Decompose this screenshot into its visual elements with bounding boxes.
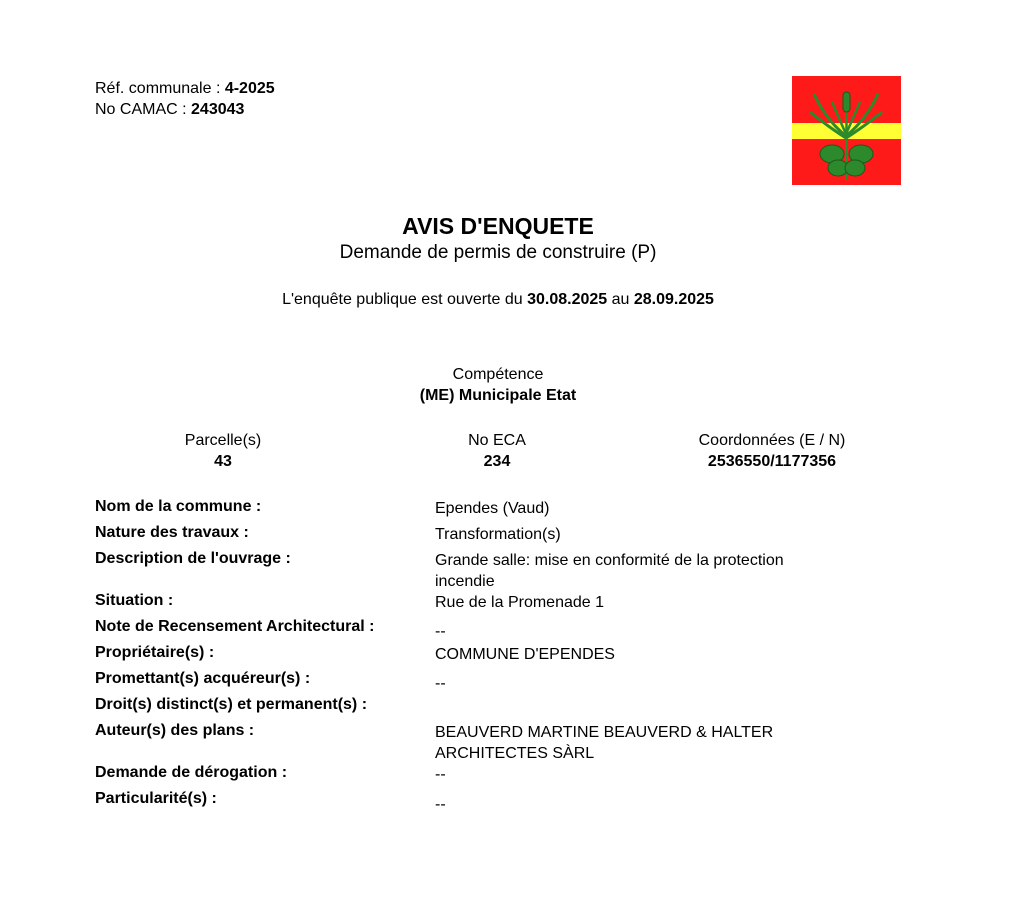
ref-communale-value: 4-2025 [224,80,275,97]
document-title: AVIS D'ENQUETE [402,213,594,239]
detail-value: BEAUVERD MARTINE BEAUVERD & HALTER ARCHITECTES SÀRL [435,724,774,762]
detail-row [95,764,895,790]
detail-row [95,696,895,722]
detail-value: Ependes (Vaud) [435,500,550,517]
inquiry-period: L'enquête publique est ouverte du 30.08.2025 au 28.09.2025 [282,291,714,308]
detail-value: -- [435,796,446,813]
coordinates-block [662,430,882,472]
competence-value: (ME) Municipale Etat [419,387,577,404]
parcel-label: Parcelle(s) [184,432,262,449]
parcel-value: 43 [214,453,232,470]
detail-label: Nature des travaux : [95,524,249,541]
parcel-block [113,430,333,472]
camac-value: 243043 [191,101,245,118]
detail-row [95,618,895,644]
competence-label: Compétence [452,366,544,383]
detail-row [95,644,895,670]
detail-value: -- [435,623,446,640]
inquiry-end-date: 28.09.2025 [633,291,714,308]
inquiry-start-date: 30.08.2025 [527,291,608,308]
detail-row [95,524,895,550]
competence-block [0,364,996,406]
details-list [95,498,895,816]
detail-label: Promettant(s) acquéreur(s) : [95,670,311,687]
detail-label: Situation : [95,592,174,609]
detail-value: Grande salle: mise en conformité de la protection incendie [435,552,784,590]
coordinates-label: Coordonnées (E / N) [698,432,846,449]
detail-label: Auteur(s) des plans : [95,722,255,739]
detail-row [95,722,895,764]
detail-value: -- [435,766,446,783]
detail-row [95,498,895,524]
detail-label: Note de Recensement Architectural : [95,618,375,635]
coordinates-value: 2536550/1177356 [707,453,837,470]
detail-label: Nom de la commune : [95,498,262,515]
detail-value: Transformation(s) [435,526,561,543]
detail-row [95,550,895,592]
reference-block [95,78,275,120]
detail-row [95,670,895,696]
detail-label: Description de l'ouvrage : [95,550,291,567]
detail-row [95,790,895,816]
eca-block [387,430,607,472]
eca-label: No ECA [468,432,526,449]
detail-value: Rue de la Promenade 1 [435,594,604,611]
detail-value: COMMUNE D'EPENDES [435,646,615,663]
detail-label: Propriétaire(s) : [95,644,215,661]
detail-label: Particularité(s) : [95,790,217,807]
detail-label: Demande de dérogation : [95,764,288,781]
ref-communale: Réf. communale : 4-2025 [95,80,275,97]
commune-crest-icon [792,76,901,185]
detail-label: Droit(s) distinct(s) et permanent(s) : [95,696,368,713]
detail-row [95,592,895,618]
camac-number: No CAMAC : 243043 [95,101,245,118]
eca-value: 234 [483,453,511,470]
document-subtitle: Demande de permis de construire (P) [339,242,657,263]
detail-value: -- [435,675,446,692]
